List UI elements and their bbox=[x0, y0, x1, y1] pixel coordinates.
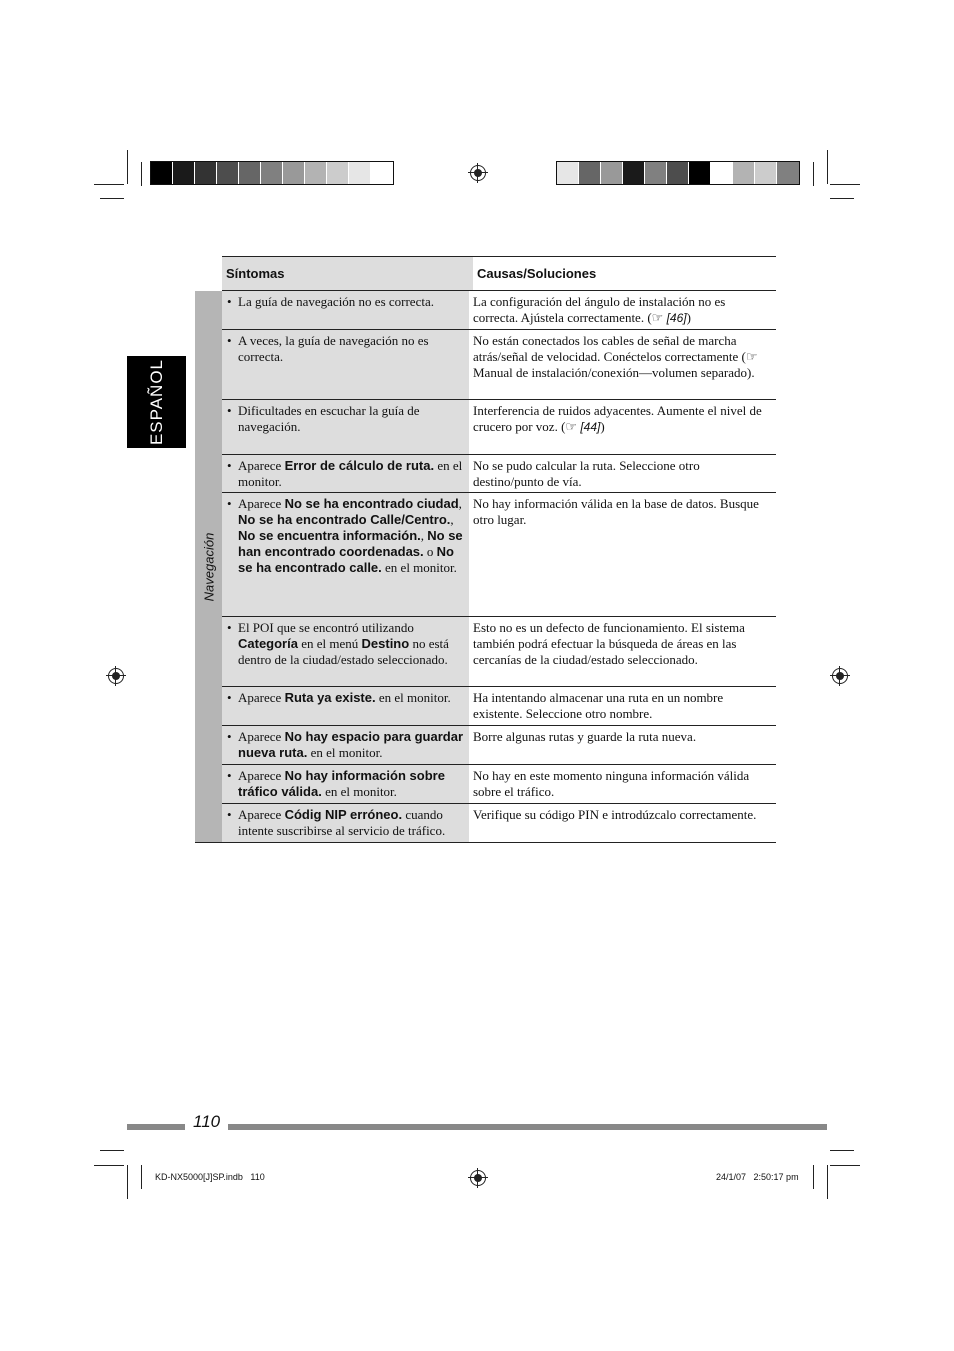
symptom-cell: • Dificultades en escuchar la guía de navegación. bbox=[222, 400, 469, 454]
solution-cell: Interferencia de ruidos adyacentes. Aumente el nivel de crucero por voz. (☞ [44]) bbox=[473, 403, 762, 434]
color-swatch bbox=[777, 162, 799, 184]
crop-mark bbox=[141, 1165, 142, 1189]
color-swatch bbox=[689, 162, 711, 184]
color-swatch bbox=[195, 162, 217, 184]
solution-cell: La configuración del ángulo de instalación no es correcta. Ajústela correctamente. (☞ [46]) bbox=[473, 294, 726, 325]
crop-mark bbox=[813, 162, 814, 186]
table-row bbox=[222, 804, 776, 843]
solution-cell: No hay información válida en la base de datos. Busque otro lugar. bbox=[473, 496, 759, 527]
crop-mark bbox=[127, 1165, 128, 1199]
crop-mark bbox=[127, 150, 128, 184]
table-row bbox=[222, 493, 776, 617]
crop-mark bbox=[141, 162, 142, 186]
color-swatch bbox=[173, 162, 195, 184]
symptom-cell: • Aparece No hay información sobre tráfico válida. en el monitor. bbox=[222, 765, 469, 803]
color-swatch bbox=[579, 162, 601, 184]
color-swatch bbox=[667, 162, 689, 184]
table-row bbox=[222, 687, 776, 726]
color-swatch bbox=[261, 162, 283, 184]
crop-mark bbox=[827, 150, 828, 184]
registration-mark-icon bbox=[470, 1170, 486, 1186]
color-swatch bbox=[645, 162, 667, 184]
color-swatch bbox=[733, 162, 755, 184]
color-swatch-bar-left bbox=[150, 161, 394, 185]
color-swatch bbox=[305, 162, 327, 184]
crop-mark bbox=[830, 198, 854, 199]
color-swatch bbox=[755, 162, 777, 184]
table-row bbox=[222, 455, 776, 493]
solution-cell: No hay en este momento ninguna información válida sobre el tráfico. bbox=[473, 768, 750, 799]
language-tab: ESPAÑOL bbox=[127, 356, 186, 448]
color-swatch bbox=[217, 162, 239, 184]
registration-mark-icon bbox=[470, 165, 486, 181]
solution-cell: Ha intentando almacenar una ruta en un nombre existente. Seleccione otro nombre. bbox=[473, 690, 724, 721]
symptom-cell: • La guía de navegación no es correcta. bbox=[222, 291, 469, 329]
table-row bbox=[222, 617, 776, 687]
crop-mark bbox=[830, 1150, 854, 1151]
symptom-cell: • Aparece Códig NIP erróneo. cuando intente suscribirse al servicio de tráfico. bbox=[222, 804, 469, 842]
color-swatch bbox=[711, 162, 733, 184]
color-swatch-bar-right bbox=[556, 161, 800, 185]
table-row bbox=[222, 400, 776, 455]
crop-mark bbox=[100, 1150, 124, 1151]
solution-cell: Borre algunas rutas y guarde la ruta nueva. bbox=[473, 729, 697, 744]
color-swatch bbox=[557, 162, 579, 184]
crop-mark bbox=[827, 1165, 828, 1199]
crop-mark bbox=[100, 198, 124, 199]
page-number: 110 bbox=[193, 1112, 221, 1131]
solution-cell: No se pudo calcular la ruta. Seleccione otro destino/punto de vía. bbox=[473, 458, 700, 489]
registration-mark-icon bbox=[832, 668, 848, 684]
symptom-cell: • Aparece Ruta ya existe. en el monitor. bbox=[222, 687, 469, 725]
table-header bbox=[222, 256, 776, 291]
color-swatch bbox=[601, 162, 623, 184]
symptom-cell: • A veces, la guía de navegación no es correcta. bbox=[222, 330, 469, 399]
crop-mark bbox=[830, 184, 860, 185]
color-swatch bbox=[327, 162, 349, 184]
solution-cell: Verifique su código PIN e introdúzcalo correctamente. bbox=[473, 807, 757, 822]
color-swatch bbox=[349, 162, 371, 184]
color-swatch bbox=[239, 162, 261, 184]
header-causes: Causas/Soluciones bbox=[477, 266, 597, 281]
color-swatch bbox=[623, 162, 645, 184]
crop-mark bbox=[94, 184, 124, 185]
category-label: Navegación bbox=[201, 532, 216, 601]
category-column bbox=[195, 291, 222, 843]
table-rows bbox=[222, 291, 776, 843]
crop-mark bbox=[813, 1165, 814, 1189]
table-row bbox=[222, 330, 776, 400]
crop-mark bbox=[830, 1165, 860, 1166]
footer-bar-right bbox=[228, 1124, 827, 1130]
table-row bbox=[222, 726, 776, 765]
color-swatch bbox=[283, 162, 305, 184]
table-row bbox=[222, 765, 776, 804]
troubleshooting-table bbox=[195, 256, 776, 843]
table-row bbox=[222, 291, 776, 330]
color-swatch bbox=[151, 162, 173, 184]
symptom-cell: • Aparece No se ha encontrado ciudad, No se ha encontrado Calle/Centro., No se encuentra información., No se han encontrado coordenadas. o No se ha encontrado calle. en el monitor. bbox=[222, 493, 469, 616]
solution-cell: No están conectados los cables de señal de marcha atrás/señal de velocidad. Conéctelos correctamente (☞ Manual de instalación/conexión—volumen separado). bbox=[473, 333, 758, 380]
footer-timestamp: 24/1/07 2:50:17 pm bbox=[716, 1172, 799, 1182]
symptom-cell: • Aparece Error de cálculo de ruta. en el monitor. bbox=[222, 455, 469, 492]
symptom-cell: • Aparece No hay espacio para guardar nueva ruta. en el monitor. bbox=[222, 726, 469, 764]
footer-file-info: KD-NX5000[J]SP.indb 110 bbox=[155, 1172, 265, 1182]
solution-cell: Esto no es un defecto de funcionamiento. El sistema también podrá efectuar la búsqueda de áreas en las cercanías de la ciudad/estado seleccionado. bbox=[473, 620, 745, 667]
footer-bar-left bbox=[127, 1124, 185, 1130]
registration-mark-icon bbox=[108, 668, 124, 684]
symptom-cell: • El POI que se encontró utilizando Categoría en el menú Destino no está dentro de la ciudad/estado seleccionado. bbox=[222, 617, 469, 686]
color-swatch bbox=[371, 162, 393, 184]
crop-mark bbox=[94, 1165, 124, 1166]
header-symptoms: Síntomas bbox=[222, 257, 473, 290]
